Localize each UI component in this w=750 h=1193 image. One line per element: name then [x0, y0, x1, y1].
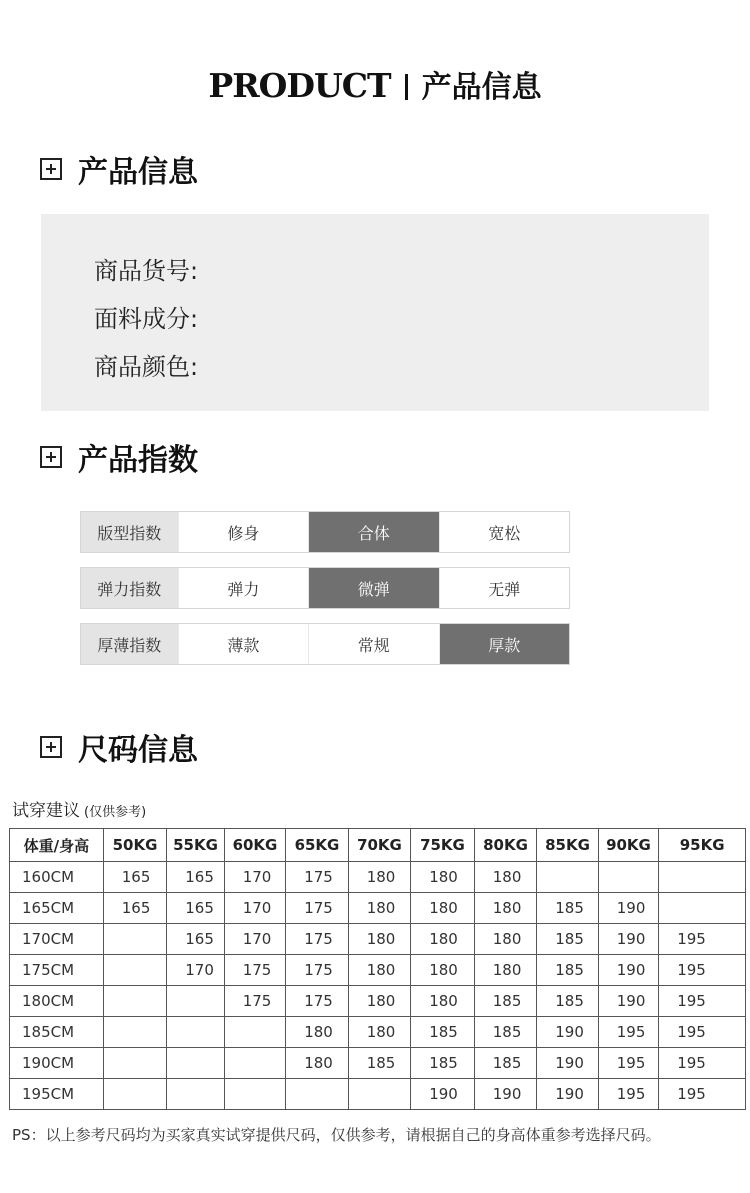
size-cell: 180 — [348, 924, 411, 955]
size-table-header — [10, 829, 746, 862]
size-cell — [103, 1048, 167, 1079]
table-row — [10, 1048, 746, 1079]
size-cell — [537, 862, 599, 893]
size-cell: 175 — [286, 924, 349, 955]
index-key: 弹力指数 — [81, 568, 178, 608]
size-cell: 185 — [537, 955, 599, 986]
size-cell: 180 — [411, 893, 475, 924]
size-cell — [224, 1017, 286, 1048]
index-row — [80, 623, 570, 665]
table-row — [10, 924, 746, 955]
plus-square-icon — [40, 158, 62, 180]
product-info-panel — [41, 214, 709, 411]
index-option: 无弹 — [439, 568, 569, 608]
height-cell: 160CM — [10, 862, 104, 893]
size-column-header: 体重/身高 — [10, 829, 104, 862]
table-row — [10, 1017, 746, 1048]
size-cell: 195 — [598, 1048, 658, 1079]
size-cell: 195 — [659, 1017, 746, 1048]
size-cell: 190 — [474, 1079, 537, 1110]
size-column-header: 60KG — [224, 829, 286, 862]
size-cell: 185 — [474, 986, 537, 1017]
index-option: 修身 — [178, 512, 308, 552]
size-cell: 180 — [348, 1017, 411, 1048]
size-cell — [224, 1079, 286, 1110]
size-cell: 195 — [659, 955, 746, 986]
size-cell: 185 — [411, 1048, 475, 1079]
size-cell: 170 — [224, 893, 286, 924]
page-title-cn: 产品信息 — [421, 70, 542, 105]
size-cell: 190 — [598, 986, 658, 1017]
size-cell: 180 — [474, 862, 537, 893]
section-title: 尺码信息 — [78, 733, 198, 768]
size-cell: 190 — [598, 893, 658, 924]
size-cell: 170 — [224, 924, 286, 955]
height-cell: 190CM — [10, 1048, 104, 1079]
fabric-label: 面料成分: — [94, 305, 199, 333]
table-row — [10, 986, 746, 1017]
size-cell: 175 — [286, 986, 349, 1017]
index-row — [80, 511, 570, 553]
plus-square-icon — [40, 446, 62, 468]
size-cell: 175 — [286, 893, 349, 924]
plus-square-icon — [40, 736, 62, 758]
section-title: 产品信息 — [78, 155, 198, 190]
size-cell: 180 — [411, 955, 475, 986]
size-cell: 180 — [286, 1048, 349, 1079]
index-option: 弹力 — [178, 568, 308, 608]
size-cell: 195 — [598, 1079, 658, 1110]
size-cell: 195 — [659, 1079, 746, 1110]
index-option-selected: 合体 — [308, 512, 438, 552]
section-header-info — [40, 149, 198, 189]
size-cell: 185 — [348, 1048, 411, 1079]
size-cell: 165 — [167, 924, 224, 955]
size-cell: 180 — [474, 893, 537, 924]
size-column-header: 70KG — [348, 829, 411, 862]
size-cell: 180 — [474, 955, 537, 986]
size-cell: 180 — [474, 924, 537, 955]
index-row — [80, 567, 570, 609]
page-title — [0, 62, 750, 106]
size-caption-note: (仅供参考) — [84, 805, 147, 820]
height-cell: 180CM — [10, 986, 104, 1017]
size-cell: 170 — [224, 862, 286, 893]
index-option: 常规 — [308, 624, 438, 664]
size-cell — [167, 1017, 224, 1048]
height-cell: 170CM — [10, 924, 104, 955]
size-caption — [12, 796, 146, 821]
size-column-header: 85KG — [537, 829, 599, 862]
size-cell — [167, 986, 224, 1017]
title-divider — [405, 74, 408, 100]
size-cell — [286, 1079, 349, 1110]
ps-note: PS：以上参考尺码均为买家真实试穿提供尺码，仅供参考，请根据自己的身高体重参考选择尺码。 — [12, 1126, 661, 1144]
size-cell: 195 — [659, 986, 746, 1017]
size-cell — [598, 862, 658, 893]
size-table — [9, 828, 746, 1110]
size-cell — [348, 1079, 411, 1110]
table-row — [10, 955, 746, 986]
size-cell: 180 — [348, 955, 411, 986]
size-cell: 180 — [411, 924, 475, 955]
size-cell — [659, 862, 746, 893]
size-column-header: 75KG — [411, 829, 475, 862]
height-cell: 165CM — [10, 893, 104, 924]
index-key: 版型指数 — [81, 512, 178, 552]
size-cell: 180 — [348, 862, 411, 893]
size-cell: 180 — [348, 986, 411, 1017]
section-header-index — [40, 437, 198, 477]
size-column-header: 55KG — [167, 829, 224, 862]
size-cell: 165 — [103, 893, 167, 924]
section-title: 产品指数 — [78, 443, 198, 478]
size-cell: 185 — [537, 986, 599, 1017]
size-cell — [167, 1079, 224, 1110]
size-cell — [103, 1079, 167, 1110]
index-option: 薄款 — [178, 624, 308, 664]
size-cell — [103, 924, 167, 955]
size-cell: 175 — [224, 986, 286, 1017]
size-cell — [167, 1048, 224, 1079]
size-column-header: 80KG — [474, 829, 537, 862]
size-cell: 180 — [348, 893, 411, 924]
index-option-selected: 微弹 — [308, 568, 438, 608]
size-cell: 175 — [224, 955, 286, 986]
size-caption-title: 试穿建议 — [12, 801, 80, 821]
size-cell: 185 — [537, 893, 599, 924]
size-cell — [103, 955, 167, 986]
size-column-header: 65KG — [286, 829, 349, 862]
item-number-label: 商品货号: — [94, 257, 199, 285]
size-cell — [103, 1017, 167, 1048]
size-cell: 195 — [598, 1017, 658, 1048]
size-column-header: 95KG — [659, 829, 746, 862]
size-cell: 185 — [474, 1017, 537, 1048]
color-label: 商品颜色: — [94, 353, 199, 381]
size-cell: 185 — [411, 1017, 475, 1048]
size-cell: 180 — [411, 862, 475, 893]
size-cell: 190 — [537, 1079, 599, 1110]
size-column-header: 50KG — [103, 829, 167, 862]
height-cell: 175CM — [10, 955, 104, 986]
section-header-size — [40, 727, 198, 767]
size-cell: 170 — [167, 955, 224, 986]
table-row — [10, 1079, 746, 1110]
size-cell: 165 — [103, 862, 167, 893]
size-cell: 180 — [411, 986, 475, 1017]
page-title-en: PRODUCT — [208, 66, 391, 105]
size-cell — [659, 893, 746, 924]
index-key: 厚薄指数 — [81, 624, 178, 664]
size-cell: 165 — [167, 893, 224, 924]
size-cell: 185 — [474, 1048, 537, 1079]
size-cell — [103, 986, 167, 1017]
size-cell: 165 — [167, 862, 224, 893]
size-cell: 175 — [286, 955, 349, 986]
height-cell: 185CM — [10, 1017, 104, 1048]
size-cell: 190 — [411, 1079, 475, 1110]
size-cell: 190 — [598, 955, 658, 986]
size-cell: 180 — [286, 1017, 349, 1048]
size-cell: 190 — [537, 1048, 599, 1079]
size-column-header: 90KG — [598, 829, 658, 862]
index-option-selected: 厚款 — [439, 624, 569, 664]
size-cell: 195 — [659, 924, 746, 955]
size-cell: 195 — [659, 1048, 746, 1079]
index-option: 宽松 — [439, 512, 569, 552]
size-cell: 185 — [537, 924, 599, 955]
table-row — [10, 862, 746, 893]
size-cell: 190 — [598, 924, 658, 955]
size-cell: 175 — [286, 862, 349, 893]
size-cell — [224, 1048, 286, 1079]
size-cell: 190 — [537, 1017, 599, 1048]
height-cell: 195CM — [10, 1079, 104, 1110]
table-row — [10, 893, 746, 924]
